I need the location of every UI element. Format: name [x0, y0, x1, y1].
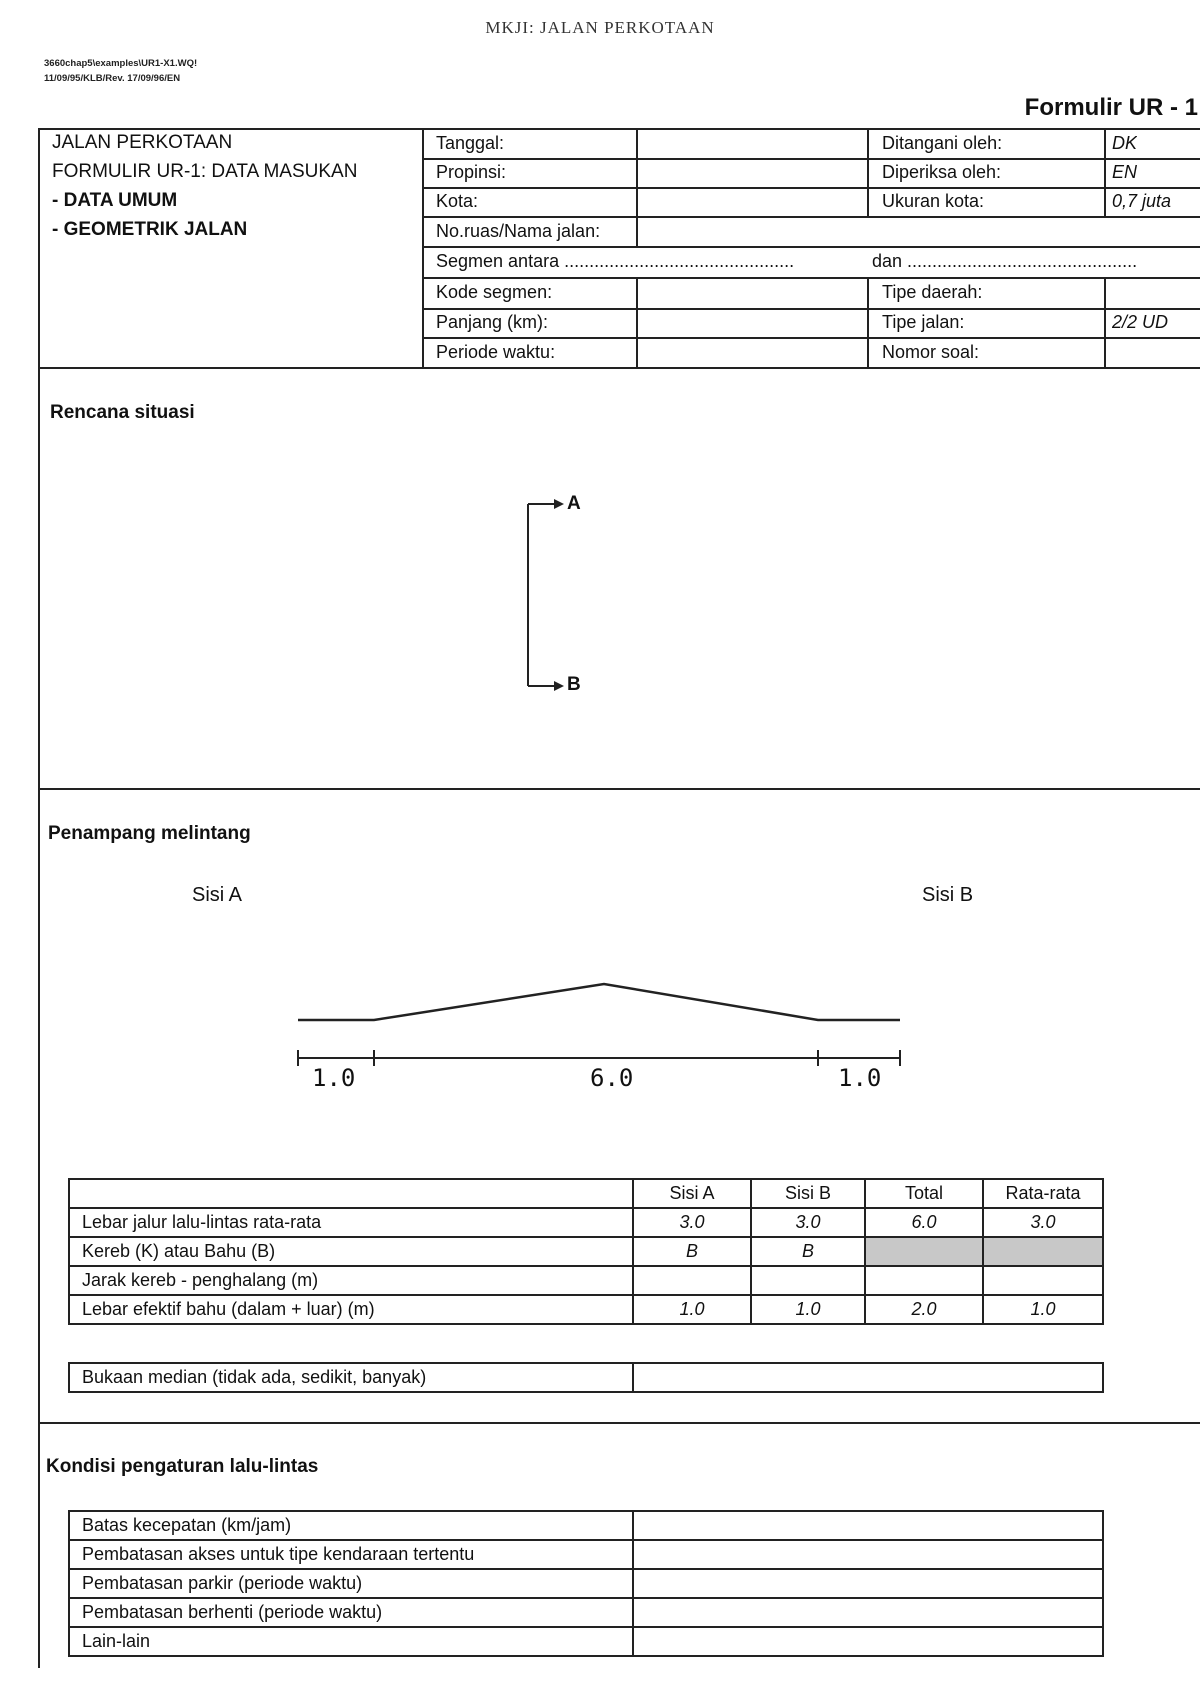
row-label: Pembatasan parkir (periode waktu)	[69, 1569, 633, 1598]
table-cell[interactable]	[633, 1511, 1103, 1540]
row-label: Jarak kereb - penghalang (m)	[69, 1266, 633, 1295]
field-kode-segmen: Kode segmen:	[436, 282, 553, 302]
table-row	[69, 1266, 1103, 1295]
section-line	[38, 1422, 1200, 1424]
field-segmen: Segmen antara ..............................................	[436, 251, 795, 271]
shaded-cell	[983, 1237, 1103, 1266]
row-label: Bukaan median (tidak ada, sedikit, banyak)	[69, 1363, 633, 1392]
table-row	[69, 1295, 1103, 1324]
col-line	[867, 277, 869, 368]
row-label: Lain-lain	[69, 1627, 633, 1656]
col-line	[1104, 128, 1106, 218]
shaded-cell	[865, 1237, 983, 1266]
table-cell[interactable]: 1.0	[983, 1295, 1103, 1324]
value-tipe-jalan[interactable]: 2/2 UD	[1112, 312, 1169, 332]
row-label: Kereb (K) atau Bahu (B)	[69, 1237, 633, 1266]
row-line	[422, 187, 1200, 189]
sisi-a-label: Sisi A	[192, 884, 243, 906]
row-label: Lebar efektif bahu (dalam + luar) (m)	[69, 1295, 633, 1324]
row-line	[422, 158, 1200, 160]
table-cell[interactable]	[983, 1266, 1103, 1295]
table-cell	[69, 1179, 633, 1208]
situasi-title: Rencana situasi	[50, 402, 195, 423]
file-info	[44, 56, 197, 86]
col-line	[867, 128, 869, 218]
section-line	[38, 788, 1200, 790]
field-periode: Periode waktu:	[436, 342, 556, 362]
col-header-sisi-a: Sisi A	[633, 1179, 751, 1208]
field-propinsi: Propinsi:	[436, 162, 507, 182]
table-cell[interactable]	[751, 1266, 865, 1295]
field-tipe-jalan: Tipe jalan:	[882, 312, 965, 332]
page-title: MKJI: JALAN PERKOTAAN	[485, 18, 715, 37]
table-cell[interactable]: 3.0	[633, 1208, 751, 1237]
field-kota: Kota:	[436, 191, 479, 211]
form-code: Formulir UR - 1	[1024, 94, 1198, 121]
cross-section-diagram	[290, 970, 910, 1070]
table-cell[interactable]	[633, 1266, 751, 1295]
header-title-line: FORMULIR UR-1: DATA MASUKAN	[52, 161, 358, 182]
col-header-rata-rata: Rata-rata	[983, 1179, 1103, 1208]
col-line	[1104, 277, 1106, 368]
table-cell[interactable]: B	[751, 1237, 865, 1266]
field-dan: dan ..............................................	[872, 251, 1138, 271]
table-row	[69, 1540, 1103, 1569]
median-value[interactable]	[633, 1363, 1103, 1392]
field-diperiksa: Diperiksa oleh:	[882, 162, 1002, 182]
table-cell[interactable]	[633, 1540, 1103, 1569]
table-row	[69, 1598, 1103, 1627]
col-header-total: Total	[865, 1179, 983, 1208]
row-label: Batas kecepatan (km/jam)	[69, 1511, 633, 1540]
table-row	[69, 1627, 1103, 1656]
row-label: Lebar jalur lalu-lintas rata-rata	[69, 1208, 633, 1237]
table-cell[interactable]: 6.0	[865, 1208, 983, 1237]
col-line	[636, 128, 638, 218]
sisi-b-label: Sisi B	[922, 884, 974, 906]
row-label: Pembatasan berhenti (periode waktu)	[69, 1598, 633, 1627]
kondisi-table	[68, 1510, 1104, 1657]
field-nomor-soal: Nomor soal:	[882, 342, 980, 362]
table-cell[interactable]	[633, 1598, 1103, 1627]
field-tanggal: Tanggal:	[436, 133, 505, 153]
col-line	[636, 216, 638, 247]
kondisi-title: Kondisi pengaturan lalu-lintas	[46, 1456, 319, 1477]
situasi-sketch	[520, 490, 600, 700]
field-ditangani: Ditangani oleh:	[882, 133, 1003, 153]
header-divider	[422, 128, 424, 368]
table-row	[69, 1363, 1103, 1392]
header-title-line: - GEOMETRIK JALAN	[52, 219, 248, 240]
table-row	[69, 1179, 1103, 1208]
table-cell[interactable]	[865, 1266, 983, 1295]
section-line	[38, 367, 1200, 369]
dim-left: 1.0	[312, 1064, 356, 1092]
col-header-sisi-b: Sisi B	[751, 1179, 865, 1208]
median-table	[68, 1362, 1104, 1393]
revision-info: 11/09/95/KLB/Rev. 17/09/96/EN	[44, 73, 181, 84]
situasi-label-b: B	[567, 674, 581, 695]
col-line	[636, 277, 638, 368]
field-panjang: Panjang (km):	[436, 312, 549, 332]
table-cell[interactable]: B	[633, 1237, 751, 1266]
table-row	[69, 1569, 1103, 1598]
table-row	[69, 1511, 1103, 1540]
field-ukuran-kota: Ukuran kota:	[882, 191, 985, 211]
geometry-table	[68, 1178, 1104, 1325]
value-diperiksa[interactable]: EN	[1112, 162, 1138, 182]
field-ruas: No.ruas/Nama jalan:	[436, 221, 601, 241]
table-row	[69, 1208, 1103, 1237]
penampang-title: Penampang melintang	[48, 823, 251, 844]
field-tipe-daerah: Tipe daerah:	[882, 282, 983, 302]
table-cell[interactable]: 1.0	[751, 1295, 865, 1324]
table-cell[interactable]	[633, 1569, 1103, 1598]
header-title-line: JALAN PERKOTAAN	[52, 132, 233, 153]
file-path: 3660chap5\examples\UR1-X1.WQ!	[44, 58, 198, 69]
situasi-label-a: A	[567, 493, 581, 514]
table-cell[interactable]: 3.0	[751, 1208, 865, 1237]
table-cell[interactable]	[633, 1627, 1103, 1656]
table-cell[interactable]: 3.0	[983, 1208, 1103, 1237]
row-label: Pembatasan akses untuk tipe kendaraan tertentu	[69, 1540, 633, 1569]
value-ukuran-kota[interactable]: 0,7 juta	[1112, 191, 1172, 211]
header-title-line: - DATA UMUM	[52, 190, 178, 211]
header-title	[52, 128, 357, 244]
dim-right: 1.0	[838, 1064, 882, 1092]
value-ditangani[interactable]: DK	[1112, 133, 1138, 153]
dim-center: 6.0	[590, 1064, 634, 1092]
table-row	[69, 1237, 1103, 1266]
table-cell[interactable]: 2.0	[865, 1295, 983, 1324]
table-cell[interactable]: 1.0	[633, 1295, 751, 1324]
